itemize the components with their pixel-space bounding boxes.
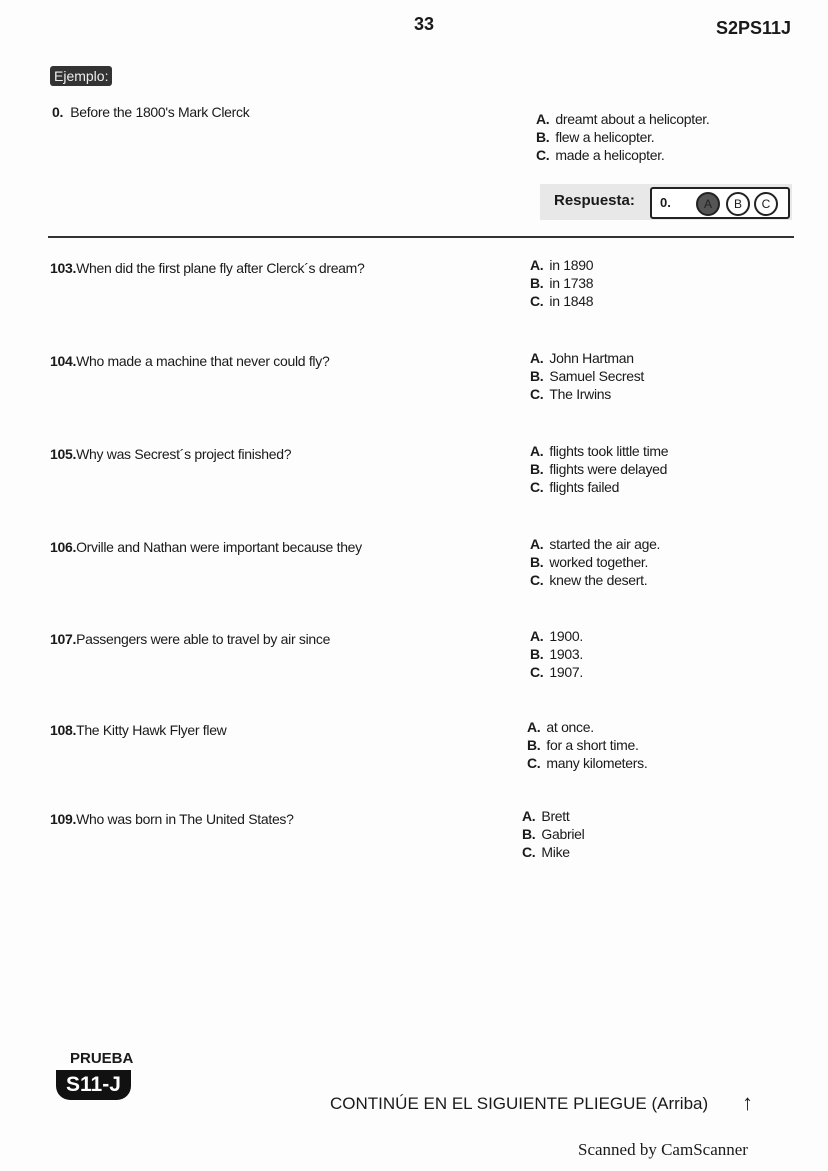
question-107: [50, 631, 330, 647]
option-c[interactable]: C. 1907.: [530, 664, 583, 680]
question-104: [50, 353, 329, 369]
option-c[interactable]: C. Mike: [522, 844, 570, 860]
prueba-label: PRUEBA: [70, 1050, 134, 1067]
option-a[interactable]: A. at once.: [527, 719, 594, 735]
question-text: Passengers were able to travel by air since: [76, 631, 331, 647]
question-number: 106.: [50, 539, 77, 555]
question-text: Orville and Nathan were important because they: [76, 539, 362, 555]
option-b[interactable]: B. for a short time.: [527, 737, 639, 753]
option-c: C. made a helicopter.: [536, 147, 665, 163]
example-label: Ejemplo:: [50, 66, 112, 86]
answer-bubbles: [650, 187, 790, 219]
question-options: [530, 535, 660, 589]
option-b[interactable]: B. in 1738: [530, 275, 594, 291]
example-question: [52, 104, 249, 120]
question-109: [50, 811, 294, 827]
question-number: 107.: [50, 631, 77, 647]
question-number: 103.: [50, 260, 77, 276]
option-b[interactable]: B. Gabriel: [522, 826, 585, 842]
example-options: [536, 110, 710, 164]
question-text: Who was born in The United States?: [76, 811, 294, 827]
question-number: 105.: [50, 446, 77, 462]
question-108: [50, 722, 227, 738]
question-text: When did the first plane fly after Clerck´s dream?: [76, 260, 365, 276]
question-options: [530, 442, 668, 496]
option-a[interactable]: A. John Hartman: [530, 350, 634, 366]
bubble-a[interactable]: A: [696, 192, 720, 216]
test-code-badge: S11-J: [56, 1070, 131, 1100]
option-c[interactable]: C. The Irwins: [530, 386, 611, 402]
option-b[interactable]: B. flights were delayed: [530, 461, 668, 477]
question-text: Who made a machine that never could fly?: [76, 353, 330, 369]
option-a[interactable]: A. Brett: [522, 808, 570, 824]
answer-number: 0.: [660, 195, 671, 210]
question-106: [50, 539, 362, 555]
option-c[interactable]: C. many kilometers.: [527, 755, 648, 771]
question-options: [522, 807, 584, 861]
bubble-c[interactable]: C: [754, 192, 778, 216]
example-question-text: Before the 1800's Mark Clerck: [70, 104, 250, 120]
answer-box: [540, 184, 792, 220]
question-number: 104.: [50, 353, 77, 369]
option-c[interactable]: C. in 1848: [530, 293, 594, 309]
option-b[interactable]: B. worked together.: [530, 554, 649, 570]
example-number: 0.: [52, 104, 64, 120]
arrow-up-icon: ↑: [742, 1090, 753, 1115]
option-b: B. flew a helicopter.: [536, 129, 655, 145]
bubble-b[interactable]: B: [726, 192, 750, 216]
exam-code: S2PS11J: [716, 18, 792, 38]
divider: [48, 236, 794, 238]
question-number: 108.: [50, 722, 77, 738]
scanner-watermark: Scanned by CamScanner: [578, 1140, 748, 1159]
question-text: The Kitty Hawk Flyer flew: [76, 722, 227, 738]
option-a[interactable]: A. in 1890: [530, 257, 594, 273]
question-number: 109.: [50, 811, 77, 827]
option-a: A. dreamt about a helicopter.: [536, 111, 710, 127]
option-c[interactable]: C. flights failed: [530, 479, 620, 495]
answer-label: Respuesta:: [554, 192, 635, 209]
question-105: [50, 446, 291, 462]
question-options: [527, 718, 647, 772]
question-options: [530, 627, 583, 681]
option-a[interactable]: A. flights took little time: [530, 443, 669, 459]
option-b[interactable]: B. Samuel Secrest: [530, 368, 645, 384]
question-options: [530, 256, 593, 310]
question-103: [50, 260, 365, 276]
question-text: Why was Secrest´s project finished?: [76, 446, 292, 462]
continue-text: CONTINÚE EN EL SIGUIENTE PLIEGUE (Arriba): [330, 1094, 709, 1113]
option-c[interactable]: C. knew the desert.: [530, 572, 648, 588]
page-number: 33: [414, 14, 435, 34]
question-options: [530, 349, 644, 403]
option-a[interactable]: A. started the air age.: [530, 536, 661, 552]
option-b[interactable]: B. 1903.: [530, 646, 583, 662]
option-a[interactable]: A. 1900.: [530, 628, 583, 644]
